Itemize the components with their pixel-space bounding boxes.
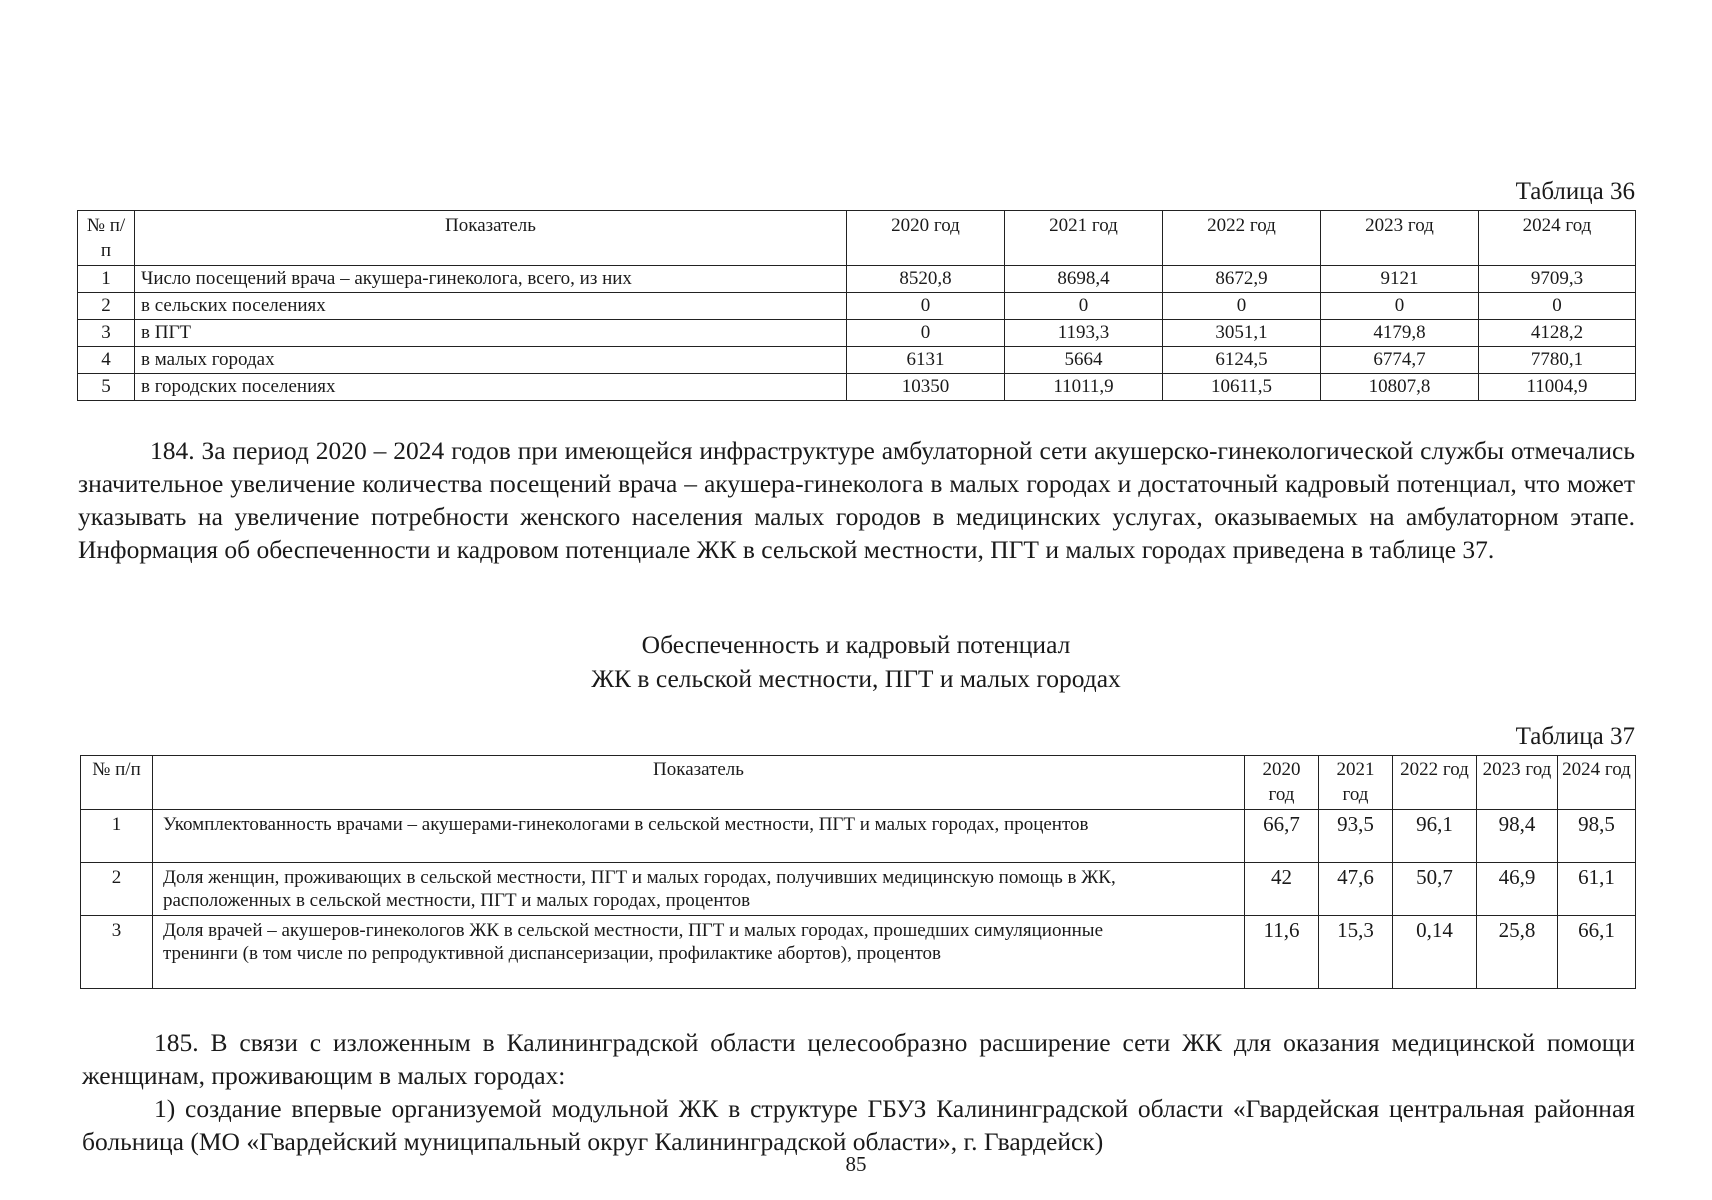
table36-caption: Таблица 36 bbox=[1515, 178, 1635, 205]
table36-header-row bbox=[78, 211, 1636, 266]
section-title-line1: Обеспеченность и кадровый потенциал bbox=[641, 630, 1071, 659]
value-2020: 8520,8 bbox=[847, 266, 1005, 293]
table-row bbox=[78, 374, 1636, 401]
value-2021: 1193,3 bbox=[1005, 320, 1163, 347]
value-2020: 0 bbox=[847, 293, 1005, 320]
table36-header-2020: 2020 год bbox=[847, 211, 1005, 266]
table-row bbox=[81, 863, 1636, 916]
table37-header-number: № п/п bbox=[81, 756, 153, 810]
row-number: 2 bbox=[81, 863, 153, 916]
value-2023: 9121 bbox=[1321, 266, 1479, 293]
value-2022: 3051,1 bbox=[1163, 320, 1321, 347]
value-2024: 4128,2 bbox=[1479, 320, 1636, 347]
table-row bbox=[78, 347, 1636, 374]
table37-header-2023: 2023 год bbox=[1477, 756, 1558, 810]
table37-header-2024: 2024 год bbox=[1558, 756, 1636, 810]
row-indicator: в городских поселениях bbox=[135, 374, 847, 401]
value-2022: 96,1 bbox=[1393, 810, 1477, 863]
value-2020: 66,7 bbox=[1245, 810, 1319, 863]
row-indicator: в сельских поселениях bbox=[135, 293, 847, 320]
value-2021: 47,6 bbox=[1319, 863, 1393, 916]
table37-caption: Таблица 37 bbox=[1515, 723, 1635, 750]
table37-header-row bbox=[81, 756, 1636, 810]
value-2023: 0 bbox=[1321, 293, 1479, 320]
row-indicator: Число посещений врача – акушера-гинеколога, всего, из них bbox=[135, 266, 847, 293]
row-number: 4 bbox=[78, 347, 135, 374]
value-2021: 8698,4 bbox=[1005, 266, 1163, 293]
table37-header-2022: 2022 год bbox=[1393, 756, 1477, 810]
list-item-1: 1) создание впервые организуемой модульной ЖК в структуре ГБУЗ Калининградской области «Гвардейская центральная районная больница (МО «Гвардейский муниципальный округ Калининградской области», г. Гвардейск) bbox=[82, 1094, 1635, 1156]
table36-header-number: № п/п bbox=[78, 211, 135, 266]
row-indicator: Доля врачей – акушеров-гинекологов ЖК в сельской местности, ПГТ и малых городах, прошедших симуляционные тренинги (в том числе по репродуктивной диспансеризации, профилактике абортов), процентов bbox=[153, 916, 1245, 989]
value-2024: 7780,1 bbox=[1479, 347, 1636, 374]
value-2021: 15,3 bbox=[1319, 916, 1393, 989]
row-indicator: Укомплектованность врачами – акушерами-гинекологами в сельской местности, ПГТ и малых городах, процентов bbox=[153, 810, 1245, 863]
row-number: 5 bbox=[78, 374, 135, 401]
row-number: 3 bbox=[78, 320, 135, 347]
value-2022: 0 bbox=[1163, 293, 1321, 320]
table-row bbox=[78, 293, 1636, 320]
section-title-line2: ЖК в сельской местности, ПГТ и малых городах bbox=[591, 664, 1121, 693]
value-2023: 98,4 bbox=[1477, 810, 1558, 863]
value-2021: 5664 bbox=[1005, 347, 1163, 374]
value-2024: 66,1 bbox=[1558, 916, 1636, 989]
table36 bbox=[77, 210, 1636, 401]
value-2023: 46,9 bbox=[1477, 863, 1558, 916]
value-2020: 6131 bbox=[847, 347, 1005, 374]
value-2021: 93,5 bbox=[1319, 810, 1393, 863]
value-2022: 10611,5 bbox=[1163, 374, 1321, 401]
value-2022: 6124,5 bbox=[1163, 347, 1321, 374]
value-2024: 61,1 bbox=[1558, 863, 1636, 916]
value-2024: 9709,3 bbox=[1479, 266, 1636, 293]
value-2023: 10807,8 bbox=[1321, 374, 1479, 401]
value-2020: 10350 bbox=[847, 374, 1005, 401]
value-2023: 6774,7 bbox=[1321, 347, 1479, 374]
row-indicator: в ПГТ bbox=[135, 320, 847, 347]
row-number: 1 bbox=[81, 810, 153, 863]
table36-header-2022: 2022 год bbox=[1163, 211, 1321, 266]
row-number: 1 bbox=[78, 266, 135, 293]
paragraph-184: 184. За период 2020 – 2024 годов при имеющейся инфраструктуре амбулаторной сети акушерско-гинекологической службы отмечались значительное увеличение количества посещений врача – акушера-гинеколога в малых городах и достаточный кадровый потенциал, что может указывать на увеличение потребности женского населения малых городов в медицинских услугах, оказываемых на амбулаторном этапе. Информация об обеспеченности и кадровом потенциале ЖК в сельской местности, ПГТ и малых городах приведена в таблице 37. bbox=[78, 436, 1635, 564]
table37-header-2021: 2021 год bbox=[1319, 756, 1393, 810]
table36-header-indicator: Показатель bbox=[135, 211, 847, 266]
value-2024: 0 bbox=[1479, 293, 1636, 320]
row-number: 2 bbox=[78, 293, 135, 320]
value-2022: 0,14 bbox=[1393, 916, 1477, 989]
value-2020: 11,6 bbox=[1245, 916, 1319, 989]
value-2022: 50,7 bbox=[1393, 863, 1477, 916]
table37-header-indicator: Показатель bbox=[153, 756, 1245, 810]
value-2020: 0 bbox=[847, 320, 1005, 347]
value-2022: 8672,9 bbox=[1163, 266, 1321, 293]
page-number: 85 bbox=[845, 1152, 867, 1176]
value-2023: 4179,8 bbox=[1321, 320, 1479, 347]
paragraph-185: 185. В связи с изложенным в Калининградской области целесообразно расширение сети ЖК для оказания медицинской помощи женщинам, проживающим в малых городах: bbox=[82, 1028, 1635, 1090]
table36-header-2023: 2023 год bbox=[1321, 211, 1479, 266]
row-indicator: Доля женщин, проживающих в сельской местности, ПГТ и малых городах, получивших медицинскую помощь в ЖК, расположенных в сельской местности, ПГТ и малых городах, процентов bbox=[153, 863, 1245, 916]
table36-header-2024: 2024 год bbox=[1479, 211, 1636, 266]
table37 bbox=[80, 755, 1636, 989]
table36-header-2021: 2021 год bbox=[1005, 211, 1163, 266]
table37-header-2020: 2020 год bbox=[1245, 756, 1319, 810]
row-number: 3 bbox=[81, 916, 153, 989]
value-2021: 0 bbox=[1005, 293, 1163, 320]
value-2021: 11011,9 bbox=[1005, 374, 1163, 401]
value-2024: 98,5 bbox=[1558, 810, 1636, 863]
table-row bbox=[78, 320, 1636, 347]
table-row bbox=[81, 810, 1636, 863]
row-indicator: в малых городах bbox=[135, 347, 847, 374]
value-2020: 42 bbox=[1245, 863, 1319, 916]
value-2024: 11004,9 bbox=[1479, 374, 1636, 401]
table-row bbox=[81, 916, 1636, 989]
table-row bbox=[78, 266, 1636, 293]
value-2023: 25,8 bbox=[1477, 916, 1558, 989]
